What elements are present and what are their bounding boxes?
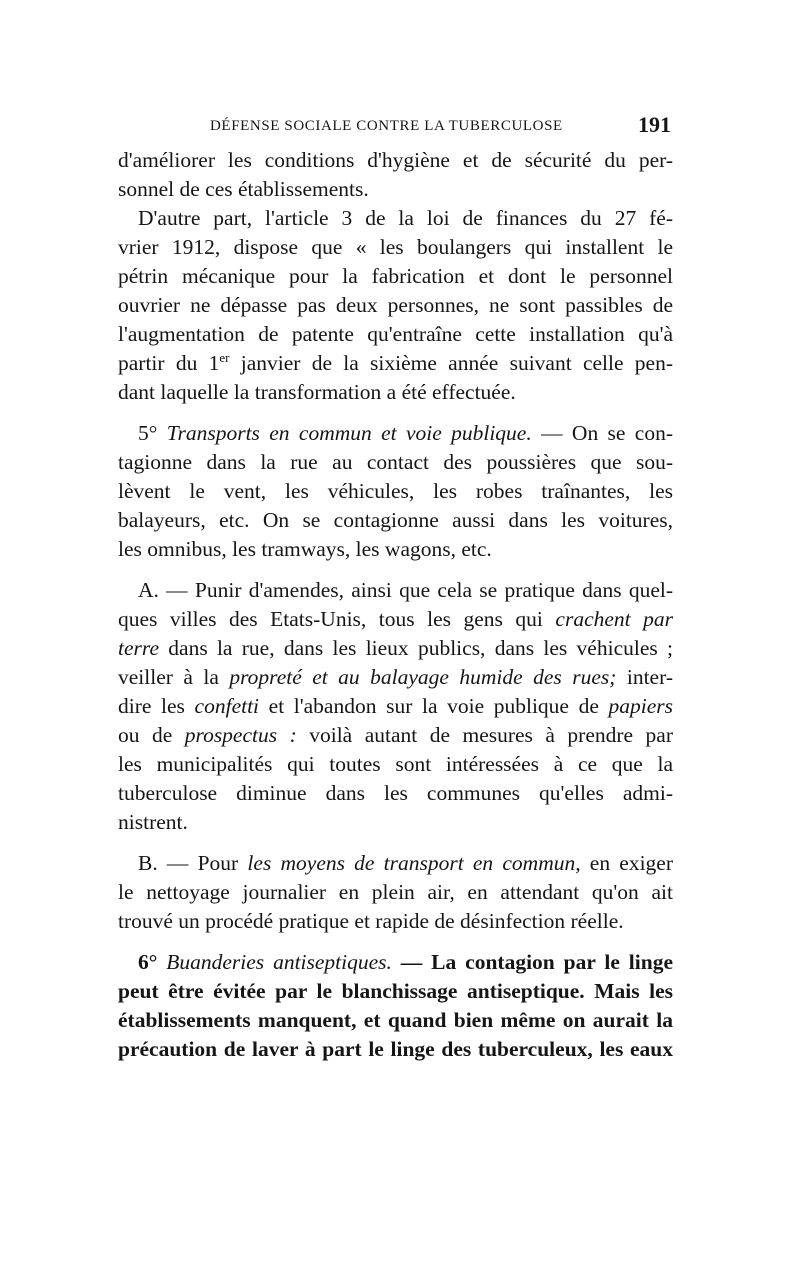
section-6-buanderies <box>118 948 673 1064</box>
text-line: nistrent. <box>118 810 188 834</box>
text-line: l'augmentation de patente qu'entraîne cette installation qu'à <box>118 322 673 346</box>
italic-fragment: prospectus : <box>184 723 297 747</box>
text-fragment: ou de <box>118 723 185 747</box>
text-line: les omnibus, les tramways, les wagons, etc. <box>118 537 492 561</box>
text-line: vrier 1912, dispose que « les boulangers qui installent le <box>118 235 673 259</box>
text-line <box>118 419 673 448</box>
text-fragment: — La contagion par le linge <box>391 950 673 974</box>
text-fragment: et l'abandon sur la voie publique de <box>259 694 609 718</box>
text-fragment: B. — Pour <box>138 851 248 875</box>
text-line: les municipalités qui toutes sont intéressées à ce que la <box>118 752 673 776</box>
text-fragment: janvier de la sixième année suivant celle pen- <box>229 351 674 375</box>
section-heading: Transports en commun et voie publique. <box>166 421 532 445</box>
italic-fragment: propreté et au balayage humide des rues; <box>229 665 617 689</box>
text-line: précaution de laver à part le linge des tuberculeux, les eaux <box>118 1037 673 1061</box>
text-line: trouvé un procédé pratique et rapide de désinfection réelle. <box>118 909 624 933</box>
italic-fragment: les moyens de transport en commun, <box>247 851 581 875</box>
text-line <box>118 663 673 692</box>
italic-fragment: crachent par <box>555 607 673 631</box>
text-line: dant laquelle la transformation a été effectuée. <box>118 380 516 404</box>
running-header <box>118 112 673 142</box>
text-line <box>118 349 673 378</box>
italic-fragment: confetti <box>194 694 260 718</box>
paragraph-loi-finances <box>118 204 673 407</box>
text-line: ouvrier ne dépasse pas deux personnes, ne sont passibles de <box>118 293 673 317</box>
paragraph-b-transport <box>118 849 673 936</box>
section-heading: Buanderies antiseptiques. <box>166 950 392 974</box>
text-line: lèvent le vent, les véhicules, les robes traînantes, les <box>118 479 673 503</box>
text-fragment: voilà autant de mesures à prendre par <box>296 723 673 747</box>
text-fragment: — On se con- <box>531 421 674 445</box>
page-number: 191 <box>638 112 671 137</box>
page-body <box>118 146 673 1064</box>
section-number: 6° <box>138 950 167 974</box>
text-line: pétrin mécanique pour la fabrication et dont le personnel <box>118 264 673 288</box>
text-fragment: en exiger <box>580 851 674 875</box>
text-line: sonnel de ces établissements. <box>118 177 369 201</box>
text-line <box>118 849 673 878</box>
text-line: d'améliorer les conditions d'hygiène et de sécurité du per- <box>118 148 673 172</box>
text-line: D'autre part, l'article 3 de la loi de finances du 27 fé- <box>138 206 673 230</box>
text-line: établissements manquent, et quand bien même on aurait la <box>118 1008 673 1032</box>
text-fragment: dire les <box>118 694 195 718</box>
paragraph-hygiene-end <box>118 146 673 204</box>
text-fragment: partir du 1 <box>118 351 220 375</box>
text-line: tagionne dans la rue au contact des poussières que sou- <box>118 450 673 474</box>
text-line <box>118 948 673 977</box>
text-line <box>118 605 673 634</box>
book-page <box>118 112 673 1064</box>
italic-fragment: papiers <box>608 694 673 718</box>
text-fragment: inter- <box>616 665 673 689</box>
text-line: A. — Punir d'amendes, ainsi que cela se pratique dans quel- <box>138 578 673 602</box>
text-line: le nettoyage journalier en plein air, en attendant qu'on ait <box>118 880 673 904</box>
text-line: tuberculose diminue dans les communes qu'elles admi- <box>118 781 673 805</box>
running-title: DÉFENSE SOCIALE CONTRE LA TUBERCULOSE <box>210 118 563 134</box>
text-line: peut être évitée par le blanchissage antiseptique. Mais les <box>118 979 673 1003</box>
superscript: er <box>219 349 230 365</box>
text-fragment: veiller à la <box>118 665 230 689</box>
text-line <box>118 721 673 750</box>
italic-fragment: terre <box>118 636 159 660</box>
section-number: 5° <box>138 421 167 445</box>
paragraph-a-amendes <box>118 576 673 837</box>
text-line: balayeurs, etc. On se contagionne aussi dans les voitures, <box>118 508 673 532</box>
text-fragment: ques villes des Etats-Unis, tous les gens qui <box>118 607 556 631</box>
text-line <box>118 634 673 663</box>
section-5-transports <box>118 419 673 564</box>
text-line <box>118 692 673 721</box>
text-fragment: dans la rue, dans les lieux publics, dans les véhicules ; <box>159 636 673 660</box>
